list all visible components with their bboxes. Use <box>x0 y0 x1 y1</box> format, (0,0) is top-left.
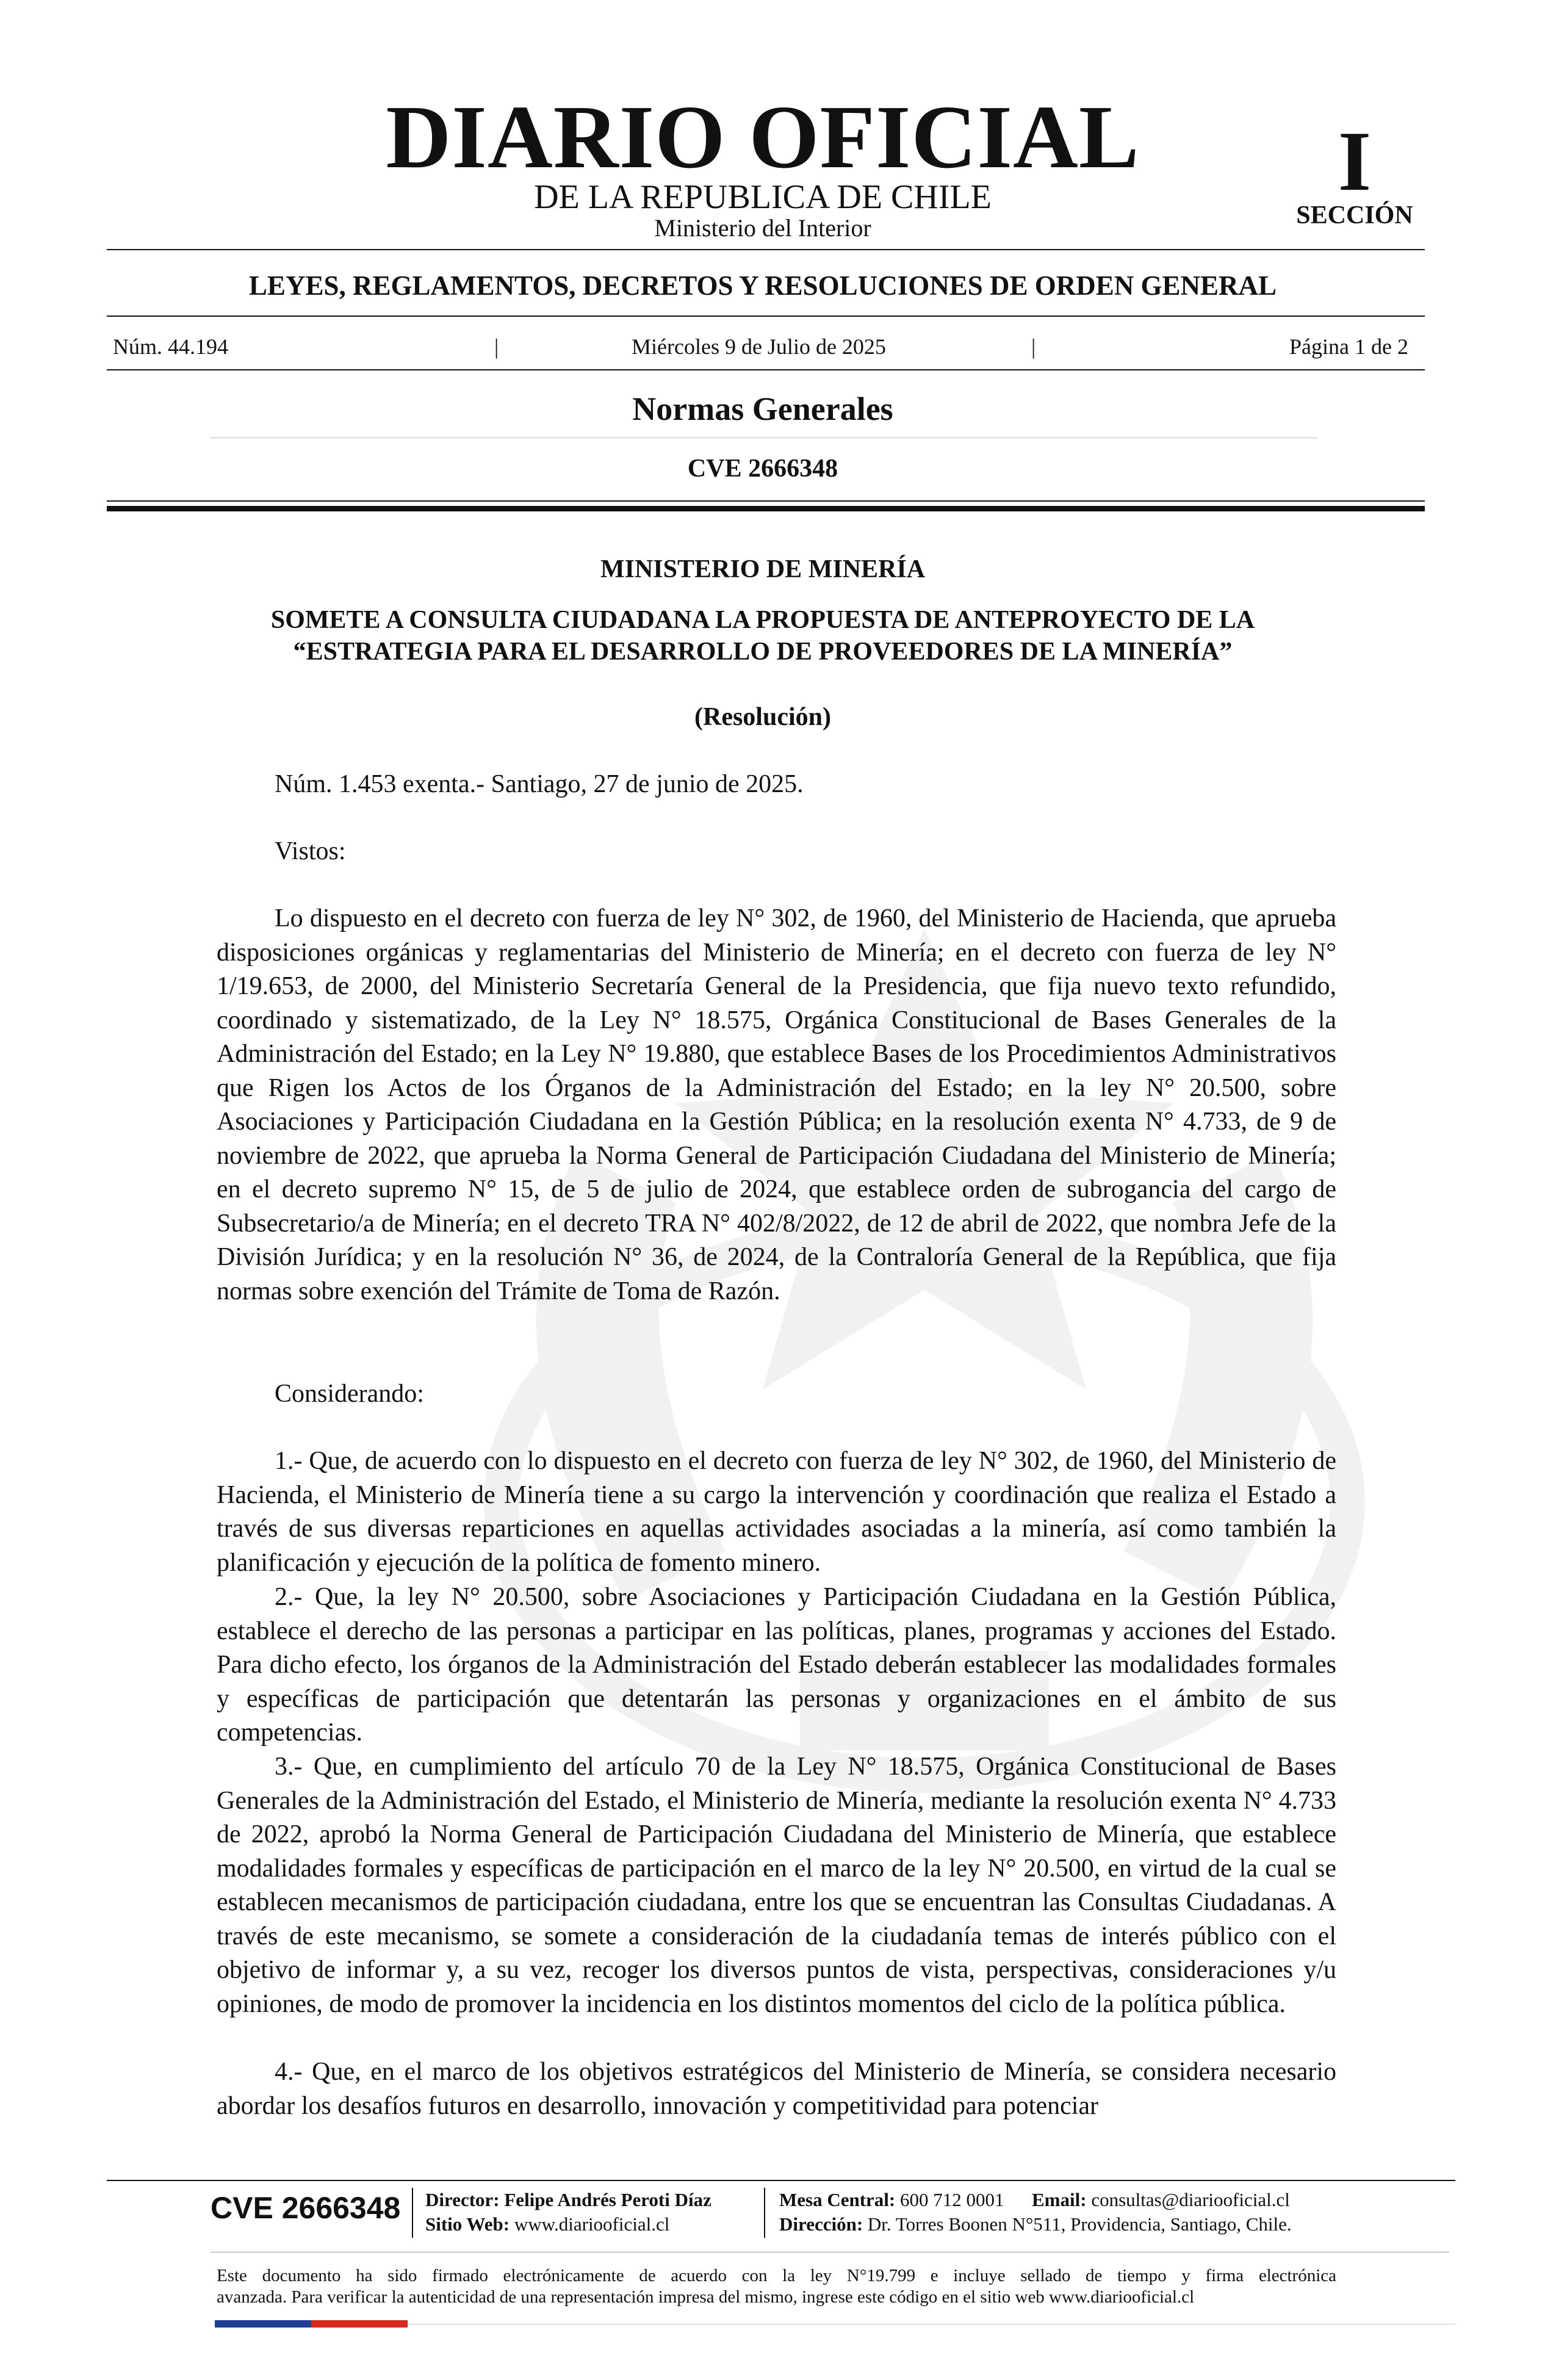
section-label: SECCIÓN <box>1296 201 1413 229</box>
issue-rule <box>107 369 1425 370</box>
document-ministry: MINISTERIO DE MINERÍA <box>600 555 926 583</box>
section-numeral: I <box>1338 114 1372 209</box>
document-type: (Resolución) <box>694 703 831 731</box>
issue-date: Miércoles 9 de Julio de 2025 <box>632 334 886 359</box>
document-title-line2: “ESTRATEGIA PARA EL DESARROLLO DE PROVEEDORES DE LA MINERÍA” <box>293 638 1233 666</box>
category-heading: LEYES, REGLAMENTOS, DECRETOS Y RESOLUCIONES DE ORDEN GENERAL <box>248 270 1277 301</box>
cve-code: CVE 2666348 <box>687 455 838 483</box>
footer-website <box>425 2213 669 2236</box>
category-rule-top <box>107 316 1425 317</box>
footer-director <box>425 2188 711 2212</box>
considerando-paragraph: 2.- Que, la ley N° 20.500, sobre Asociaciones y Participación Ciudadana en la Gestión Pública, establece el derecho de las personas a participar en las políticas, planes, programas y acciones del Estado. Para dicho efecto, los órganos de la Administración del Estado deberán establecer las modalidades formales y específicas de participación que detentarán las personas y organizaciones en el ámbito de sus competencias. <box>217 1583 1336 1747</box>
issue-separator: | <box>1031 334 1036 359</box>
footer-address-label: Dirección: <box>779 2213 863 2235</box>
considerando-label: Considerando: <box>275 1380 424 1408</box>
masthead-subtitle: DE LA REPUBLICA DE CHILE <box>534 178 992 216</box>
footer-email-link[interactable]: consultas@diariooficial.cl <box>1091 2189 1290 2210</box>
flag-stripe-blue <box>215 2320 311 2328</box>
vistos-label: Vistos: <box>275 837 346 865</box>
header-rule-thick <box>107 506 1425 511</box>
resolution-number-line: Núm. 1.453 exenta.- Santiago, 27 de junio de 2025. <box>275 770 804 798</box>
header-rule-thin <box>107 500 1425 502</box>
footer-website-label: Sitio Web: <box>425 2213 510 2235</box>
issue-page: Página 1 de 2 <box>1289 334 1408 359</box>
footer-director-label: Director: <box>425 2189 500 2210</box>
footer-disclaimer-line1: Este documento ha sido firmado electrónicamente de acuerdo con la ley N°19.799 e incluye sellado de tiempo y firma electrónica <box>217 2266 1336 2285</box>
considerando-paragraph: 3.- Que, en cumplimiento del artículo 70 de la Ley N° 18.575, Orgánica Constitucional de Bases Generales de la Administración del Estado, el Ministerio de Minería, mediante la resolución exenta N° 4.733 de 2022, aprobó la Norma General de Participación Ciudadana del Ministerio de Minería, que establece modalidades formales y específicas de participación en el marco de la ley N° 20.500, en virtud de la cual se establecen mecanismos de participación ciudadana, entre los que se encuentran las Consultas Ciudadanas. A través de este mecanismo, se somete a consideración de la ciudadanía temas de interés público con el objetivo de informar y, a su vez, recoger los diversos puntos de vista, perspectivas, consideraciones y/u opiniones, de modo de promover la incidencia en los distintos momentos del ciclo de la política pública. <box>217 1753 1336 2018</box>
footer-website-link[interactable]: www.diariooficial.cl <box>514 2213 670 2235</box>
considerando-paragraph: 1.- Que, de acuerdo con lo dispuesto en el decreto con fuerza de ley N° 302, de 1960, del Ministerio de Hacienda, el Ministerio de Minería tiene a su cargo la intervención y coordinación que realiza el Estado a través de sus diversas reparticiones en aquellas actividades asociadas a la minería, así como también la planificación y ejecución de la política de fomento minero. <box>217 1447 1336 1577</box>
footer-rule <box>107 2180 1455 2181</box>
considerando-paragraph: 4.- Que, en el marco de los objetivos estratégicos del Ministerio de Minería, se considera necesario abordar los desafíos futuros en desarrollo, innovación y competitividad para potenciar <box>217 2058 1336 2120</box>
footer-director-name: Felipe Andrés Peroti Díaz <box>504 2189 711 2210</box>
footer-divider <box>412 2188 413 2238</box>
footer-address-text: Dr. Torres Boonen N°511, Providencia, Santiago, Chile. <box>867 2213 1292 2235</box>
masthead-rule <box>107 249 1425 250</box>
footer-phone: 600 712 0001 <box>900 2189 1004 2210</box>
section-title: Normas Generales <box>632 391 893 427</box>
footer-disclaimer-line2: avanzada. Para verificar la autenticidad de una representación impresa del mismo, ingrese este código en el sitio web www.diariooficial.cl <box>217 2287 1195 2307</box>
issue-number: Núm. 44.194 <box>113 334 228 359</box>
footer-divider <box>764 2188 765 2238</box>
footer-address <box>779 2213 1292 2236</box>
footer-phone-email <box>779 2188 1290 2212</box>
masthead-title: DIARIO OFICIAL <box>386 87 1140 187</box>
document-title-line1: SOMETE A CONSULTA CIUDADANA LA PROPUESTA DE ANTEPROYECTO DE LA <box>270 606 1255 634</box>
masthead-ministry: Ministerio del Interior <box>654 214 871 242</box>
vistos-paragraph: Lo dispuesto en el decreto con fuerza de ley N° 302, de 1960, del Ministerio de Hacienda, que aprueba disposiciones orgánicas y reglamentarias del Ministerio de Minería; en el decreto con fuerza de ley N° 1/19.653, de 2000, del Ministerio Secretaría General de la Presidencia, que fija nuevo texto refundido, coordinado y sistematizado, de la Ley N° 18.575, Orgánica Constitucional de Bases Generales de la Administración del Estado; en la Ley N° 19.880, que establece Bases de los Procedimientos Administrativos que Rigen los Actos de los Órganos de la Administración del Estado; en la ley N° 20.500, sobre Asociaciones y Participación Ciudadana en la Gestión Pública; en la resolución exenta N° 4.733, de 9 de noviembre de 2022, que aprueba la Norma General de Participación Ciudadana del Ministerio de Minería; en el decreto supremo N° 15, de 5 de julio de 2024, que establece orden de subrogancia del cargo de Subsecretario/a de Minería; en el decreto TRA N° 402/8/2022, de 12 de abril de 2022, que nombra Jefe de la División Jurídica; y en la resolución N° 36, de 2024, de la Contraloría General de la República, que fija normas sobre exención del Trámite de Toma de Razón. <box>217 904 1336 1305</box>
footer-cve-code: CVE 2666348 <box>211 2191 401 2225</box>
issue-separator: | <box>494 334 499 359</box>
footer-email-label: Email: <box>1032 2189 1087 2210</box>
flag-stripe-red <box>311 2320 408 2328</box>
footer-phone-label: Mesa Central: <box>779 2189 896 2210</box>
